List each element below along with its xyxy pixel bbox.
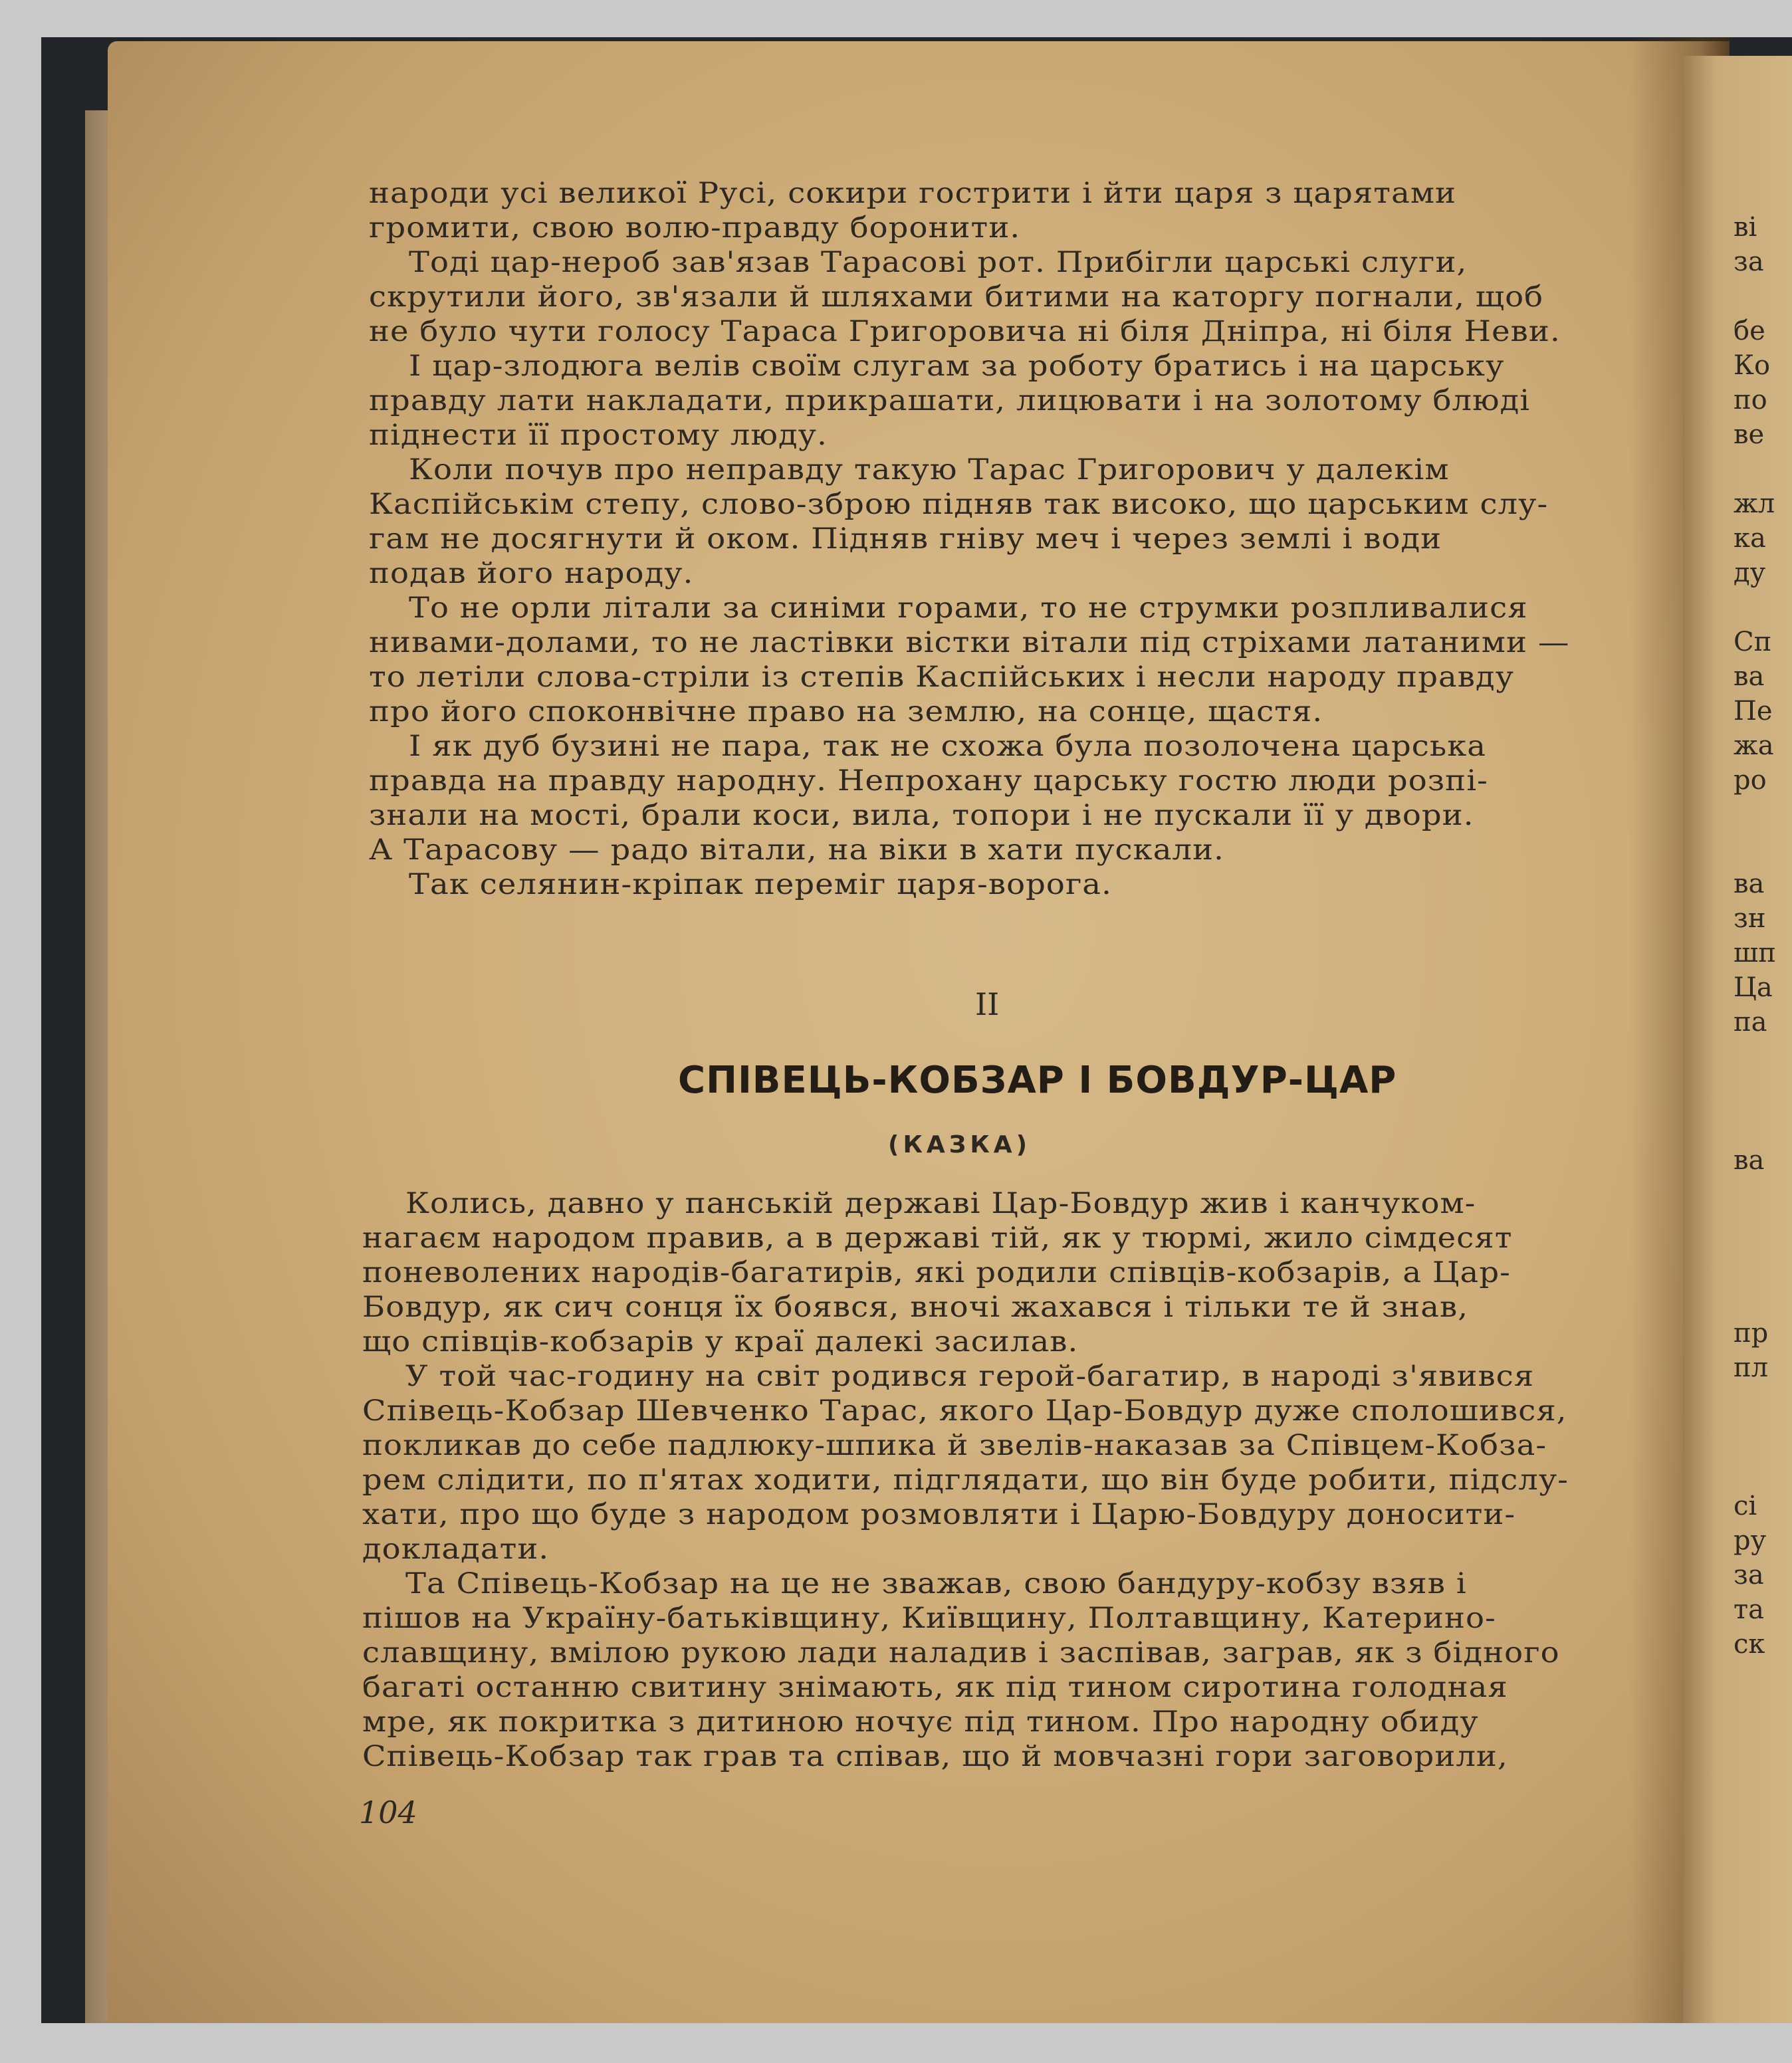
- text-line: багаті останню свитину знімають, як під тином сиротина голодная: [362, 1671, 1508, 1704]
- text-line: народи усі великої Русі, сокири гострити і йти царя з царятами: [369, 177, 1457, 210]
- text-line: Та Співець-Кобзар на це не зважав, свою бандуру-кобзу взяв і: [405, 1567, 1467, 1600]
- text-line: піднести її простому люду.: [369, 419, 828, 452]
- scanned-book-spread: [41, 37, 1792, 2023]
- text-line: про його споконвічне право на землю, на сонце, щастя.: [369, 695, 1323, 728]
- text-line: громити, свою волю-правду боронити.: [369, 211, 1021, 245]
- text-line: У той час-годину на світ родився герой-багатир, в народі з'явився: [405, 1360, 1535, 1393]
- text-line: Так селянин-кріпак переміг царя-ворога.: [409, 868, 1112, 901]
- text-line: поневолених народів-багатирів, які родили співців-кобзарів, а Цар-: [362, 1256, 1511, 1289]
- text-fragment: жл: [1734, 489, 1775, 519]
- text-fragment: ро: [1734, 765, 1767, 796]
- text-fragment: ві: [1734, 212, 1757, 243]
- text-line: не було чути голосу Тараса Григоровича ні біля Дніпра, ні біля Неви.: [369, 315, 1561, 348]
- text-line: правда на правду народну. Непрохану царську гостю люди розпі-: [369, 764, 1488, 798]
- text-line: мре, як покритка з дитиною ночує під тином. Про народну обиду: [362, 1705, 1479, 1739]
- text-line: То не орли літали за синіми горами, то не струмки розпливалися: [409, 592, 1528, 625]
- text-fragment: ка: [1734, 523, 1766, 554]
- text-fragment: ва: [1734, 1145, 1765, 1176]
- text-line: пішов на Україну-батьківщину, Київщину, Полтавщину, Катерино-: [362, 1602, 1496, 1635]
- text-line: докладати.: [362, 1533, 550, 1566]
- text-fragment: па: [1734, 1007, 1767, 1037]
- text-line: рем слідити, по п'ятах ходити, підглядати, що він буде робити, підслу-: [362, 1464, 1569, 1497]
- text-fragment: шп: [1734, 938, 1776, 968]
- text-fragment: Ко: [1734, 350, 1771, 381]
- text-fragment: пл: [1734, 1353, 1769, 1383]
- text-line: Колись, давно у панській державі Цар-Бовдур жив і канчуком-: [405, 1187, 1476, 1220]
- text-fragment: за: [1734, 1560, 1764, 1590]
- text-line: Коли почув про неправду такую Тарас Григорович у далекім: [409, 453, 1450, 487]
- section-title: СПІВЕЦЬ-КОБЗАР І БОВДУР-ЦАР: [678, 1059, 1397, 1102]
- text-fragment: по: [1734, 385, 1767, 415]
- text-line: Тоді цар-нероб зав'язав Тарасові рот. Прибігли царські слуги,: [409, 246, 1468, 279]
- text-fragment: ва: [1734, 869, 1765, 899]
- text-fragment: та: [1734, 1594, 1764, 1625]
- text-line: І як дуб бузині не пара, так не схожа була позолочена царська: [409, 730, 1487, 763]
- text-line: знали на мості, брали коси, вила, топори і не пускали її у двори.: [369, 799, 1474, 832]
- text-fragment: сі: [1734, 1491, 1757, 1521]
- text-fragment: зн: [1734, 903, 1766, 934]
- text-fragment: ве: [1734, 419, 1765, 450]
- text-line: правду лати накладати, прикрашати, лицювати і на золотому блюді: [369, 384, 1531, 417]
- text-line: хати, про що буде з народом розмовляти і Царю-Бовдуру доносити-: [362, 1498, 1516, 1531]
- text-line: І цар-злодюга велів своїм слугам за роботу братись і на царську: [409, 350, 1505, 383]
- text-fragment: за: [1734, 247, 1764, 277]
- text-line: скрутили його, зв'язали й шляхами битими на каторгу погнали, щоб: [369, 280, 1544, 314]
- text-line: покликав до себе падлюку-шпика й звелів-наказав за Співцем-Кобза-: [362, 1429, 1547, 1462]
- text-fragment: Сп: [1734, 627, 1772, 657]
- text-line: славщину, вмілою рукою лади наладив і заспівав, заграв, як з бідного: [362, 1636, 1560, 1670]
- text-fragment: Ца: [1734, 972, 1773, 1003]
- text-line: А Тарасову — радо вітали, на віки в хати пускали.: [369, 833, 1224, 867]
- text-fragment: пр: [1734, 1318, 1769, 1349]
- text-fragment: ва: [1734, 661, 1765, 692]
- text-line: нивами-долами, то не ластівки вістки вітали під стріхами латаними —: [369, 626, 1570, 659]
- text-line: Каспійськім степу, слово-зброю підняв так високо, що царським слу-: [369, 488, 1549, 521]
- text-line: гам не досягнути й оком. Підняв гніву меч і через землі і води: [369, 522, 1442, 556]
- left-page: [108, 41, 1730, 2023]
- text-fragment: бе: [1734, 316, 1765, 346]
- text-fragment: ду: [1734, 558, 1766, 588]
- right-page-cropped: [1683, 56, 1792, 2023]
- text-line: Бовдур, як сич сонця їх боявся, вночі жахався і тільки те й знав,: [362, 1291, 1469, 1324]
- text-line: то летіли слова-стріли із степів Каспійських і несли народу правду: [369, 661, 1515, 694]
- page-number: 104: [359, 1794, 417, 1830]
- text-fragment: ск: [1734, 1629, 1765, 1660]
- text-line: Співець-Кобзар так грав та співав, що й мовчазні гори заговорили,: [362, 1740, 1508, 1773]
- text-line: що співців-кобзарів у краї далекі засилав.: [362, 1325, 1079, 1358]
- text-fragment: Пе: [1734, 696, 1773, 726]
- text-line: нагаєм народом правив, а в державі тій, як у тюрмі, жило сімдесят: [362, 1222, 1513, 1255]
- text-fragment: ру: [1734, 1525, 1767, 1556]
- text-line: Співець-Кобзар Шевченко Тарас, якого Цар-Бовдур дуже сполошився,: [362, 1394, 1567, 1428]
- section-number: II: [975, 986, 1000, 1022]
- text-line: подав його народу.: [369, 557, 694, 590]
- section-subtitle: (КАЗКА): [888, 1131, 1032, 1158]
- text-fragment: жа: [1734, 730, 1774, 761]
